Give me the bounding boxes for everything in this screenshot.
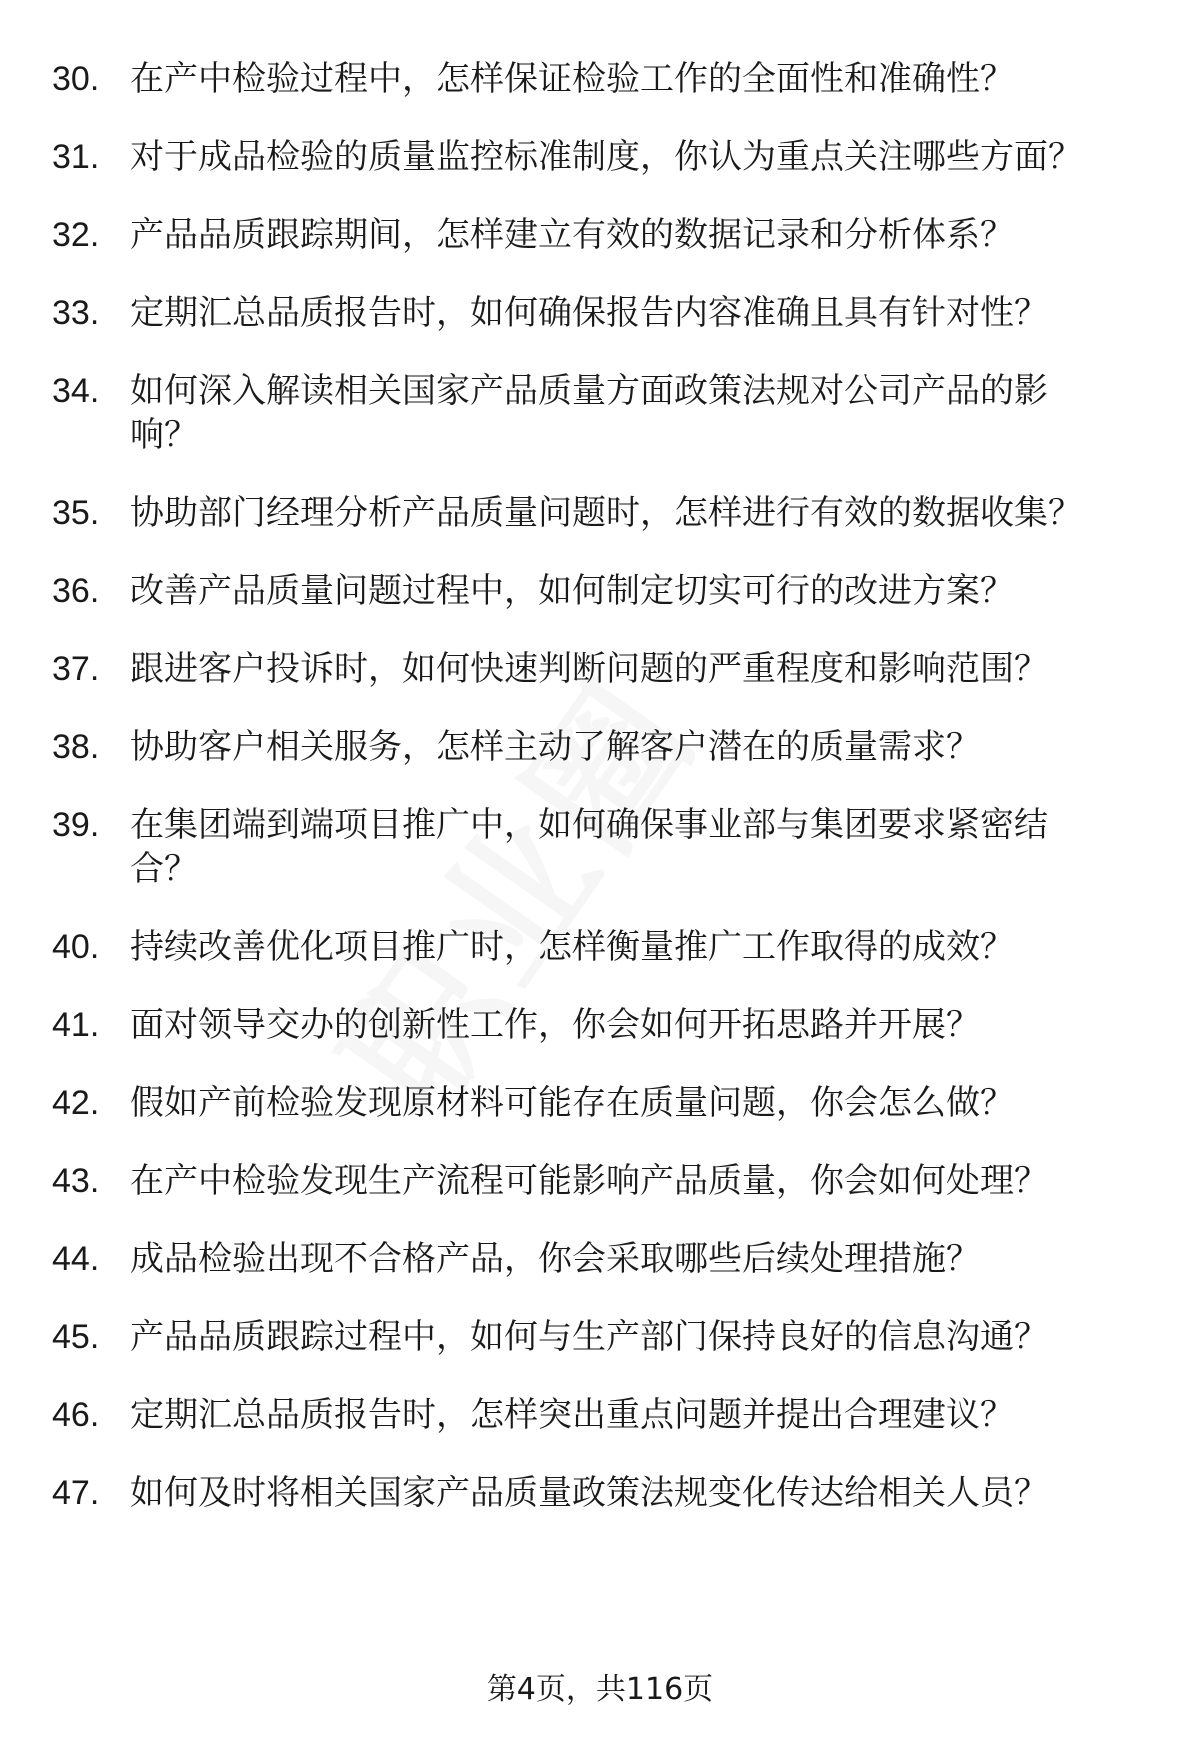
question-text: 在产中检验过程中，怎样保证检验工作的全面性和准确性？ (130, 59, 1014, 99)
list-item (0, 1081, 1200, 1125)
question-number: 46. (52, 1396, 100, 1434)
question-number: 36. (52, 572, 100, 610)
question-number: 40. (52, 928, 100, 966)
list-item (0, 135, 1200, 179)
list-item (0, 1393, 1200, 1437)
question-text: 对于成品检验的质量监控标准制度，你认为重点关注哪些方面？ (130, 137, 1082, 177)
question-number: 44. (52, 1240, 100, 1278)
list-item (0, 1159, 1200, 1203)
question-number: 39. (52, 806, 100, 844)
question-text: 如何及时将相关国家产品质量政策法规变化传达给相关人员？ (130, 1473, 1048, 1513)
question-text: 持续改善优化项目推广时，怎样衡量推广工作取得的成效？ (130, 927, 1014, 967)
question-text: 协助部门经理分析产品质量问题时，怎样进行有效的数据收集？ (130, 493, 1082, 533)
question-text: 在产中检验发现生产流程可能影响产品质量，你会如何处理？ (130, 1161, 1048, 1201)
question-text: 产品品质跟踪期间，怎样建立有效的数据记录和分析体系？ (130, 215, 1014, 255)
list-item (0, 369, 1200, 457)
list-item (0, 491, 1200, 535)
list-item (0, 1237, 1200, 1281)
question-number: 34. (52, 372, 100, 410)
question-number: 35. (52, 494, 100, 532)
question-list (0, 57, 1200, 1549)
question-number: 42. (52, 1084, 100, 1122)
question-number: 30. (52, 60, 100, 98)
list-item (0, 569, 1200, 613)
question-text: 改善产品质量问题过程中，如何制定切实可行的改进方案？ (130, 571, 1014, 611)
list-item (0, 213, 1200, 257)
question-number: 41. (52, 1006, 100, 1044)
question-text: 如何深入解读相关国家产品质量方面政策法规对公司产品的影响？ (130, 371, 1048, 455)
question-text: 在集团端到端项目推广中，如何确保事业部与集团要求紧密结合？ (130, 805, 1048, 889)
list-item (0, 291, 1200, 335)
list-item (0, 1471, 1200, 1515)
list-item (0, 1315, 1200, 1359)
question-number: 32. (52, 216, 100, 254)
question-text: 定期汇总品质报告时，如何确保报告内容准确且具有针对性？ (130, 293, 1048, 333)
list-item (0, 57, 1200, 101)
question-number: 33. (52, 294, 100, 332)
question-number: 47. (52, 1474, 100, 1512)
question-number: 45. (52, 1318, 100, 1356)
page-footer: 第4页，共116页 (486, 1672, 714, 1707)
question-number: 37. (52, 650, 100, 688)
question-text: 跟进客户投诉时，如何快速判断问题的严重程度和影响范围？ (130, 649, 1048, 689)
question-number: 38. (52, 728, 100, 766)
list-item (0, 803, 1200, 891)
question-text: 协助客户相关服务，怎样主动了解客户潜在的质量需求？ (130, 727, 980, 767)
question-text: 成品检验出现不合格产品，你会采取哪些后续处理措施？ (130, 1239, 980, 1279)
question-number: 43. (52, 1162, 100, 1200)
list-item (0, 925, 1200, 969)
list-item (0, 1003, 1200, 1047)
question-text: 假如产前检验发现原材料可能存在质量问题，你会怎么做？ (130, 1083, 1014, 1123)
question-text: 面对领导交办的创新性工作，你会如何开拓思路并开展？ (130, 1005, 980, 1045)
list-item (0, 725, 1200, 769)
question-text: 产品品质跟踪过程中，如何与生产部门保持良好的信息沟通？ (130, 1317, 1048, 1357)
question-number: 31. (52, 138, 100, 176)
list-item (0, 647, 1200, 691)
question-text: 定期汇总品质报告时，怎样突出重点问题并提出合理建议？ (130, 1395, 1014, 1435)
